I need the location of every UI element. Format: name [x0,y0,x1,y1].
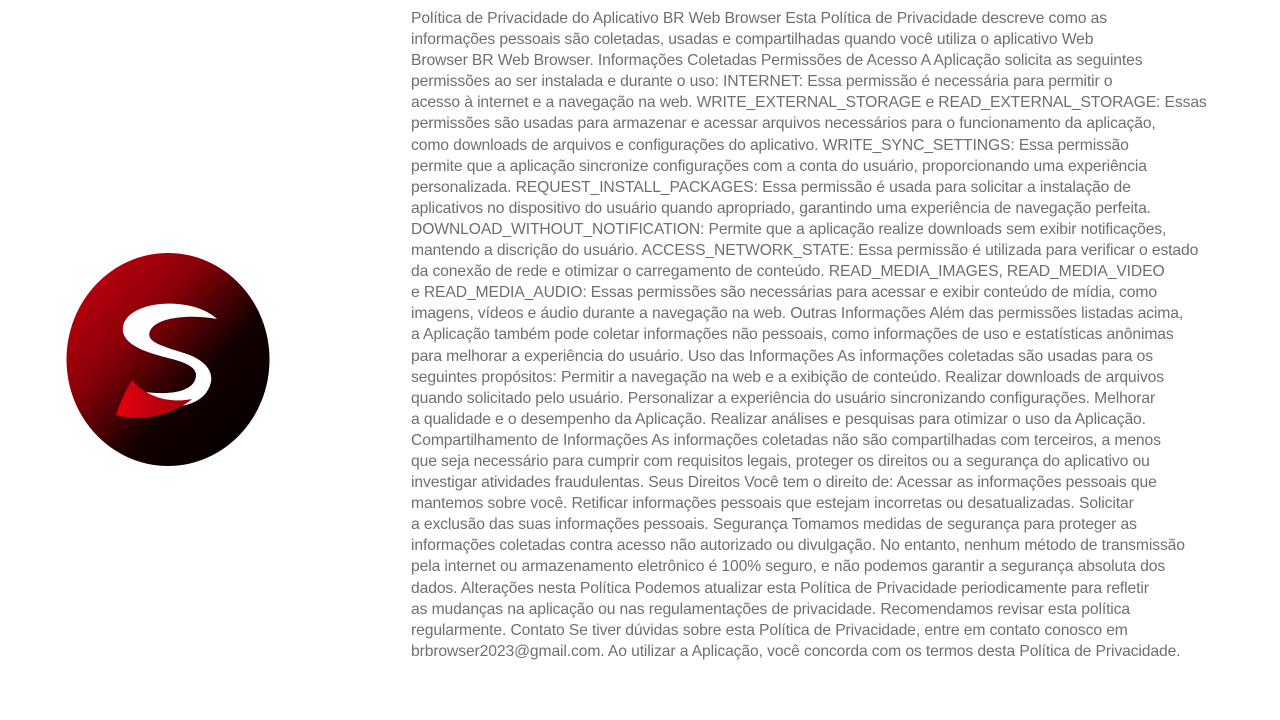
privacy-policy-text: Política de Privacidade do Aplicativo BR Web Browser Esta Política de Privacidade descreve como as informações pessoais são coletadas, usadas e compartilhadas quando você utiliza o aplicativo Web Browser BR Web Browser. Informações Coletadas Permissões de Acesso A Aplicação solicita as seguintes permissões ao ser instalada e durante o uso: INTERNET: Essa permissão é necessária para permitir o acesso à internet e a navegação na web. WRITE_EXTERNAL_STORAGE e READ_EXTERNAL_STORAGE: Essas permissões são usadas para armazenar e acessar arquivos necessários para o funcionamento da aplicação, como downloads de arquivos e configurações do aplicativo. WRITE_SYNC_SETTINGS: Essa permissão permite que a aplicação sincronize configurações com a conta do usuário, proporcionando uma experiência personalizada. REQUEST_INSTALL_PACKAGES: Essa permissão é usada para solicitar a instalação de aplicativos no dispositivo do usuário quando apropriado, garantindo uma experiência de navegação perfeita. DOWNLOAD_WITHOUT_NOTIFICATION: Permite que a aplicação realize downloads sem exibir notificações, mantendo a discrição do usuário. ACCESS_NETWORK_STATE: Essa permissão é utilizada para verificar o estado da conexão de rede e otimizar o carregamento de conteúdo. READ_MEDIA_IMAGES, READ_MEDIA_VIDEO e READ_MEDIA_AUDIO: Essas permissões são necessárias para acessar e exibir conteúdo de mídia, como imagens, vídeos e áudio durante a navegação na web. Outras Informações Além das permissões listadas acima, a Aplicação também pode coletar informações não pessoais, como informações de uso e estatísticas anônimas para melhorar a experiência do usuário. Uso das Informações As informações coletadas são usadas para os seguintes propósitos: Permitir a navegação na web e a exibição de conteúdo. Realizar downloads de arquivos quando solicitado pelo usuário. Personalizar a experiência do usuário sincronizando configurações. Melhorar a qualidade e o desempenho da Aplicação. Realizar análises e pesquisas para otimizar o uso da Aplicação. Compartilhamento de Informações As informações coletadas não são compartilhadas com terceiros, a menos que seja necessário para cumprir com requisitos legais, proteger os direitos ou a segurança do aplicativo ou investigar atividades fraudulentas. Seus Direitos Você tem o direito de: Acessar as informações pessoais que mantemos sobre você. Retificar informações pessoais que estejam incorretas ou desatualizadas. Solicitar a exclusão das suas informações pessoais. Segurança Tomamos medidas de segurança para proteger as informações coletadas contra acesso não autorizado ou divulgação. No entanto, nenhum método de transmissão pela internet ou armazenamento eletrônico é 100% seguro, e não podemos garantir a segurança absoluta dos dados. Alterações nesta Política Podemos atualizar esta Política de Privacidade periodicamente para refletir as mudanças na aplicação ou nas regulamentações de privacidade. Recomendamos revisar esta política regularmente. Contato Se tiver dúvidas sobre esta Política de Privacidade, entre em contato conosco em brbrowser2023@gmail.com. Ao utilizar a Aplicação, você concorda com os termos desta Política de Privacidade. [411,10,1207,660]
red-s-circle-logo-icon [66,253,270,466]
